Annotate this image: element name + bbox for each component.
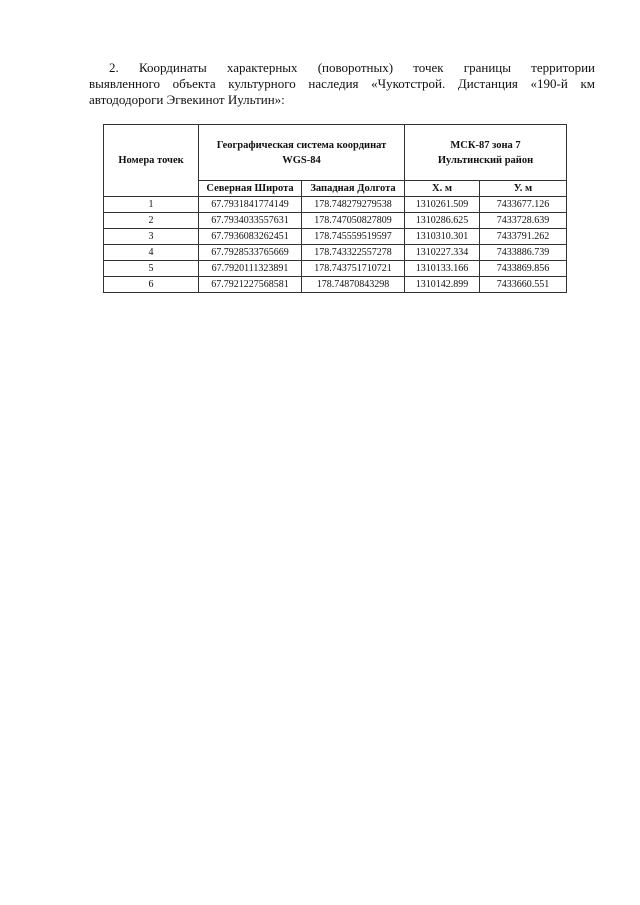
cell-y: 7433677.126	[480, 197, 567, 213]
cell-x: 1310227.334	[405, 245, 480, 261]
table-row	[104, 213, 567, 229]
header-geo-line2: WGS-84	[282, 154, 321, 166]
cell-latitude: 67.7921227568581	[199, 277, 302, 293]
header-y: У. м	[480, 181, 567, 197]
cell-point-number: 4	[104, 245, 199, 261]
cell-y: 7433660.551	[480, 277, 567, 293]
cell-longitude: 178.748279279538	[302, 197, 405, 213]
cell-longitude: 178.743322557278	[302, 245, 405, 261]
table-row	[104, 277, 567, 293]
cell-point-number: 2	[104, 213, 199, 229]
cell-x: 1310142.899	[405, 277, 480, 293]
cell-x: 1310310.301	[405, 229, 480, 245]
cell-x: 1310261.509	[405, 197, 480, 213]
cell-longitude: 178.745559519597	[302, 229, 405, 245]
paragraph-line: 2. Координаты характерных (поворотных) точек границы территории	[109, 60, 595, 75]
cell-point-number: 1	[104, 197, 199, 213]
cell-point-number: 6	[104, 277, 199, 293]
table-row	[104, 245, 567, 261]
intro-paragraph	[89, 60, 595, 108]
cell-x: 1310133.166	[405, 261, 480, 277]
cell-longitude: 178.747050827809	[302, 213, 405, 229]
table-row	[104, 261, 567, 277]
cell-latitude: 67.7928533765669	[199, 245, 302, 261]
paragraph-line: автододороги Эгвекинот Иультин»:	[89, 92, 285, 107]
cell-latitude: 67.7936083262451	[199, 229, 302, 245]
header-longitude: Западная Долгота	[302, 181, 405, 197]
cell-longitude: 178.743751710721	[302, 261, 405, 277]
cell-y: 7433869.856	[480, 261, 567, 277]
header-geo-system	[199, 125, 405, 181]
header-msk-system	[405, 125, 567, 181]
header-geo-line1: Географическая система координат	[216, 139, 387, 151]
header-latitude: Северная Широта	[199, 181, 302, 197]
cell-y: 7433791.262	[480, 229, 567, 245]
coordinates-table	[103, 124, 567, 293]
paragraph-line: выявленного объекта культурного наследия «Чукотстрой. Дистанция «190-й км	[89, 76, 595, 91]
header-msk-line2: Иультинский район	[437, 154, 534, 166]
cell-point-number: 3	[104, 229, 199, 245]
cell-y: 7433728.639	[480, 213, 567, 229]
table-row	[104, 197, 567, 213]
cell-x: 1310286.625	[405, 213, 480, 229]
header-point-numbers: Номера точек	[104, 125, 199, 197]
header-msk-line1: МСК-87 зона 7	[450, 139, 521, 151]
cell-longitude: 178.74870843298	[302, 277, 405, 293]
cell-latitude: 67.7920111323891	[199, 261, 302, 277]
cell-point-number: 5	[104, 261, 199, 277]
cell-latitude: 67.7931841774149	[199, 197, 302, 213]
cell-y: 7433886.739	[480, 245, 567, 261]
cell-latitude: 67.7934033557631	[199, 213, 302, 229]
table-row	[104, 229, 567, 245]
header-x: Х. м	[405, 181, 480, 197]
